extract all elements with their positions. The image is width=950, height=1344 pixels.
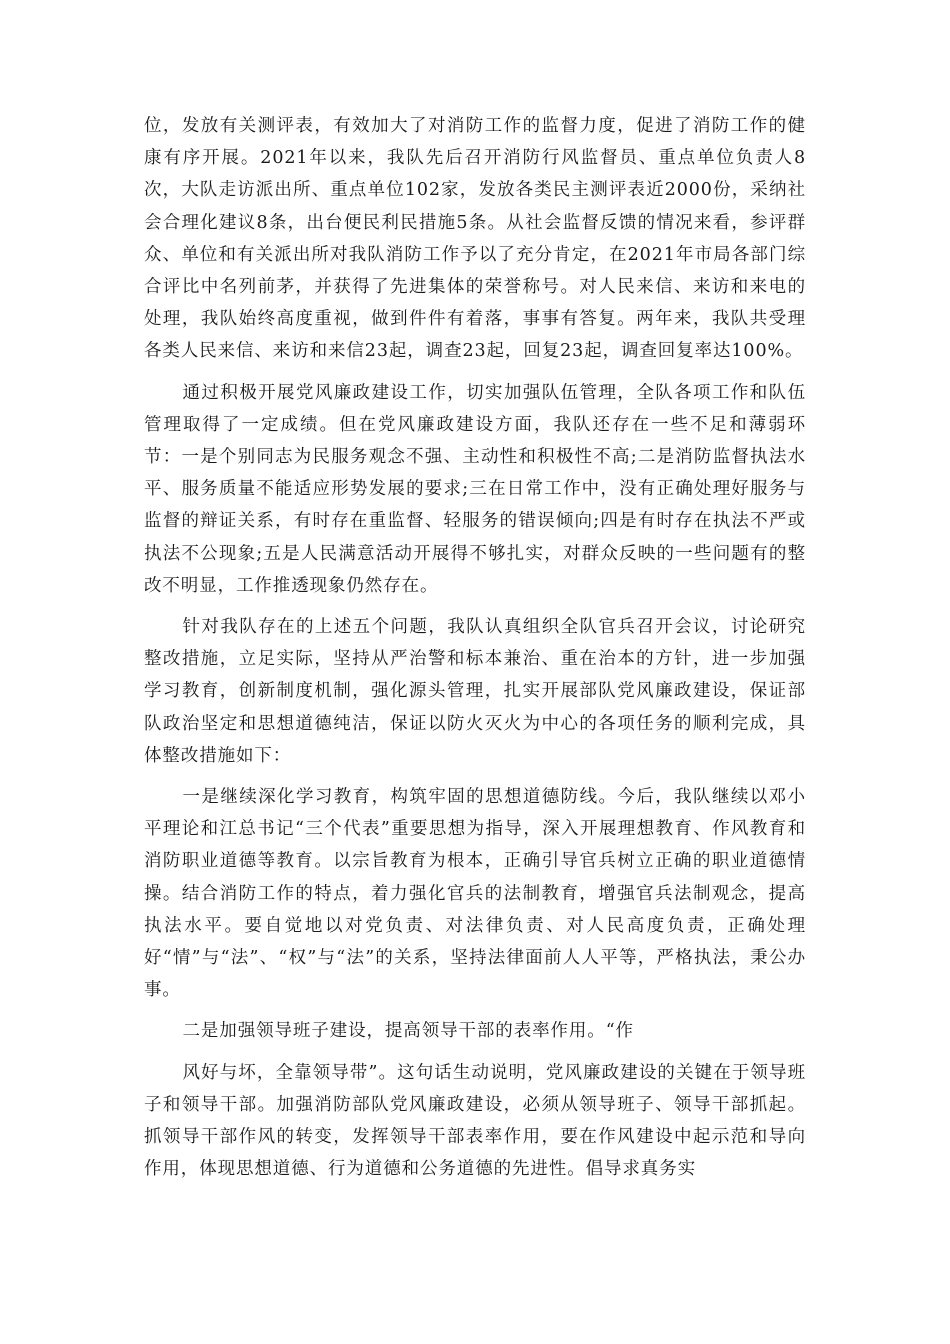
paragraph-rectification-intro: 针对我队存在的上述五个问题，我队认真组织全队官兵召开会议，讨论研究整改措施，立足实际，坚持从严治警和标本兼治、重在治本的方针，进一步加强学习教育，创新制度机制，强化源头管理，扎实开展部队党风廉政建设，保证部队政治坚定和思想道德纯洁，保证以防火灭火为中心的各项任务的顺利完成，具体整改措施如下： (144, 617, 806, 766)
paragraph-measure-two-heading: 二是加强领导班子建设，提高领导干部的表率作用。“作 (182, 1021, 634, 1042)
paragraph-measure-two-body: 风好与坏，全靠领导带”。这句话生动说明，党风廉政建设的关键在于领导班子和领导干部。加强消防部队党风廉政建设，必须从领导班子、领导干部抓起。抓领导干部作风的转变，发挥领导干部表率作用，要在作风建设中起示范和导向作用，体现思想道德、行为道德和公务道德的先进性。倡导求真务实 (144, 1062, 806, 1180)
paragraph-supervision-results: 位，发放有关测评表，有效加大了对消防工作的监督力度，促进了消防工作的健康有序开展。2021年以来，我队先后召开消防行风监督员、重点单位负责人8次，大队走访派出所、重点单位102家，发放各类民主测评表近2000份，采纳社会合理化建议8条，出台便民利民措施5条。从社会监督反馈的情况来看，参评群众、单位和有关派出所对我队消防工作予以了充分肯定，在2021年市局各部门综合评比中名列前茅，并获得了先进集体的荣誉称号。对人民来信、来访和来电的处理，我队始终高度重视，做到件件有着落，事事有答复。两年来，我队共受理各类人民来信、来访和来信23起，调查23起，回复23起，调查回复率达100%。 (144, 116, 806, 362)
document-body (144, 110, 806, 1186)
paragraph-measure-one: 一是继续深化学习教育，构筑牢固的思想道德防线。今后，我队继续以邓小平理论和江总书记“三个代表”重要思想为指导，深入开展理想教育、作风教育和消防职业道德等教育。以宗旨教育为根本，正确引导官兵树立正确的职业道德情操。结合消防工作的特点，着力强化官兵的法制教育，增强官兵法制观念，提高执法水平。要自觉地以对党负责、对法律负责、对人民高度负责，正确处理好“情”与“法”、“权”与“法”的关系，坚持法律面前人人平等，严格执法，秉公办事。 (144, 787, 806, 1001)
paragraph-shortcomings: 通过积极开展党风廉政建设工作，切实加强队伍管理，全队各项工作和队伍管理取得了一定成绩。但在党风廉政建设方面，我队还存在一些不足和薄弱环节：一是个别同志为民服务观念不强、主动性和积极性不高;二是消防监督执法水平、服务质量不能适应形势发展的要求;三在日常工作中，没有正确处理好服务与监督的辩证关系，有时存在重监督、轻服务的错误倾向;四是有时存在执法不严或执法不公现象;五是人民满意活动开展得不够扎实，对群众反映的一些问题有的整改不明显，工作推透现象仍然存在。 (144, 382, 806, 596)
